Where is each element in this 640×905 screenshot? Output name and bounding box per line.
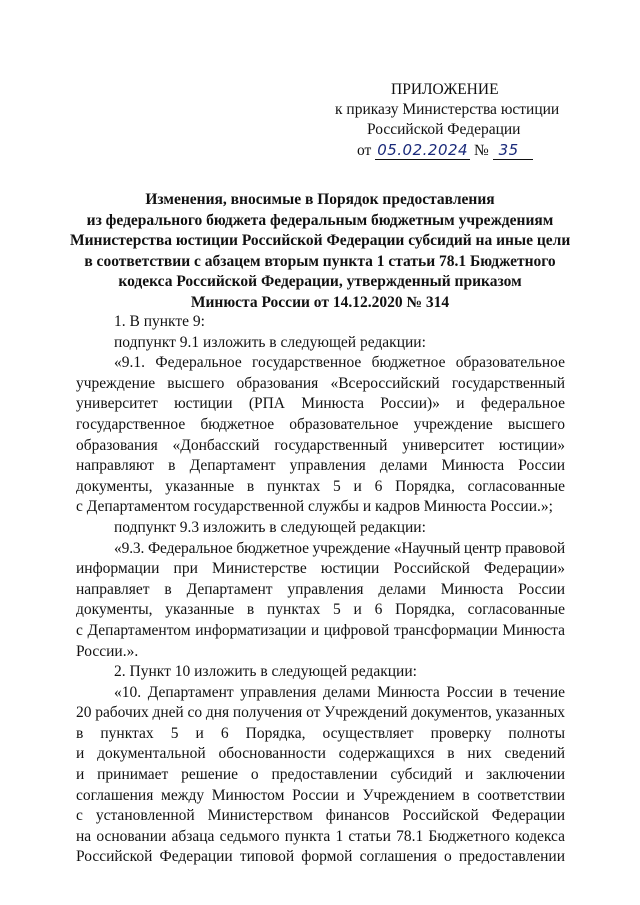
paragraph-line: на основании абзаца седьмого пункта 1 статьи 78.1 Бюджетного кодекса — [76, 827, 565, 845]
handwritten-number: 35 — [493, 141, 533, 160]
appendix-title: ПРИЛОЖЕНИЕ — [391, 81, 499, 98]
title-line: кодекса Российской Федерации, утвержденный приказом — [118, 273, 522, 290]
paragraph-line: 20 рабочих дней со дня получения от Учреждений документов, указанных — [76, 704, 565, 722]
paragraph-line: с Департаментом государственной службы и кадров Минюста России.»; — [76, 498, 553, 516]
subitem-9-1-intro: подпункт 9.1 изложить в следующей редакции: — [114, 333, 426, 351]
document-body — [76, 312, 565, 868]
paragraph-line: и принимает решение о предоставлении субсидий и заключении — [76, 766, 565, 784]
paragraph-line: направляет в Департамент управления делами Минюста России — [76, 580, 565, 598]
title-line: Минюста России от 14.12.2020 № 314 — [190, 293, 450, 311]
paragraph-line: России.». — [76, 642, 139, 660]
document-title — [70, 190, 570, 313]
paragraph-line: образования «Донбасский государственный университет юстиции» — [76, 436, 565, 454]
paragraph-line: в пунктах 5 и 6 Порядка, осуществляет проверку полноты — [76, 724, 565, 742]
paragraph-line: государственное бюджетное образовательное учреждение высшего — [76, 415, 565, 433]
item-1-heading: 1. В пункте 9: — [114, 313, 205, 330]
handwritten-date: 05.02.2024 — [377, 141, 469, 159]
paragraph-line: и документальной обоснованности содержащихся в них сведений — [76, 745, 565, 763]
paragraph-line: учреждение высшего образования «Всероссийский государственный — [76, 374, 565, 392]
paragraph-9-3 — [76, 539, 565, 663]
paragraph-line: университет юстиции (РПА Минюста России)» и федеральное — [76, 395, 565, 413]
paragraph-line: документы, указанные в пунктах 5 и 6 Порядка, согласованные — [76, 477, 565, 495]
title-line: из федерального бюджета федеральным бюджетным учреждениям — [86, 211, 554, 229]
appendix-federation: Российской Федерации — [367, 121, 521, 138]
appendix-order-ref: к приказу Министерства юстиции — [335, 101, 560, 118]
paragraph-line: Российской Федерации типовой формой соглашения о предоставлении — [76, 848, 565, 866]
date-prefix: от — [357, 142, 372, 159]
paragraph-line: «9.3. Федеральное бюджетное учреждение «Научный центр правовой — [114, 539, 565, 557]
title-line: Министерства юстиции Российской Федерации субсидий на иные цели — [70, 232, 571, 249]
subitem-9-3-intro: подпункт 9.3 изложить в следующей редакции: — [114, 518, 426, 536]
appendix-date-number — [335, 140, 575, 161]
paragraph-line: документы, указанные в пунктах 5 и 6 Порядка, согласованные — [76, 601, 565, 619]
paragraph-line: с установленной Министерством финансов Российской Федерации — [76, 807, 565, 825]
paragraph-line: «10. Департамент управления делами Минюста России в течение — [114, 683, 565, 701]
number-prefix: № — [473, 142, 489, 159]
title-line: Изменения, вносимые в Порядок предоставления — [145, 191, 495, 208]
paragraph-line: с Департаментом информатизации и цифровой трансформации Минюста — [76, 621, 565, 639]
paragraph-line: соглашения между Минюстом России и Учреждением в соответствии — [76, 786, 565, 804]
item-2-heading: 2. Пункт 10 изложить в следующей редакции: — [114, 663, 417, 681]
paragraph-9-1 — [76, 353, 565, 518]
paragraph-10 — [76, 683, 565, 868]
paragraph-line: информации при Министерстве юстиции Российской Федерации» — [76, 560, 565, 578]
title-line: в соответствии с абзацем вторым пункта 1 статьи 78.1 Бюджетного — [84, 252, 556, 270]
appendix-header — [335, 80, 575, 161]
paragraph-line: «9.1. Федеральное государственное бюджетное образовательное — [114, 354, 565, 372]
paragraph-line: направляют в Департамент управления делами Минюста России — [76, 457, 565, 475]
